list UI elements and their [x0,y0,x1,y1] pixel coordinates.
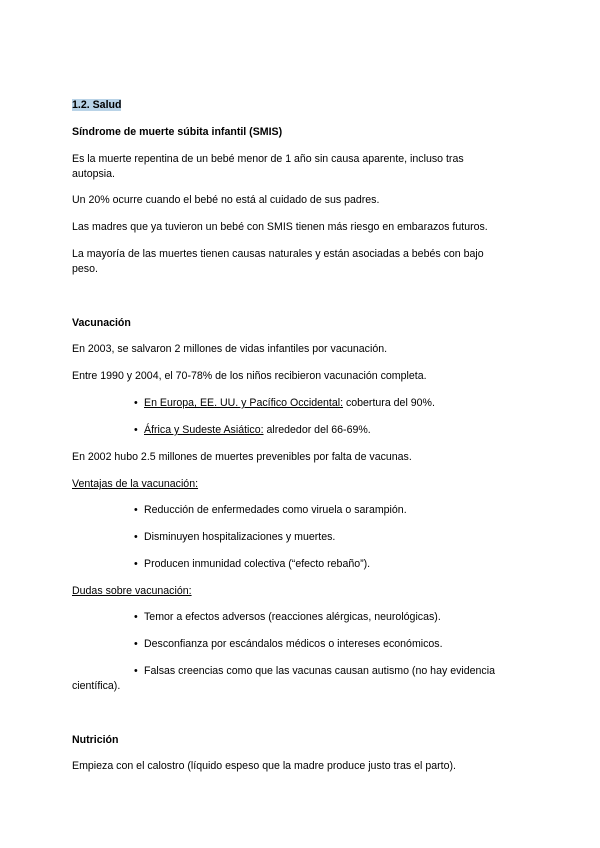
section-title-text: 1.2. Salud [72,99,122,111]
region-value: cobertura del 90%. [343,397,435,409]
bullet-icon: • [134,611,138,623]
smis-paragraph-2: Un 20% ocurre cuando el bebé no está al cuidado de sus padres. [72,194,380,206]
nutricion-paragraph-1: Empieza con el calostro (líquido espeso que la madre produce justo tras el parto). [72,760,456,772]
bullet-icon: • [134,558,138,570]
smis-paragraph-3: Las madres que ya tuvieron un bebé con SMIS tienen más riesgo en embarazos futuros. [72,221,488,233]
section-title [72,98,121,113]
smis-heading: Síndrome de muerte súbita infantil (SMIS) [72,126,283,138]
nutricion-heading: Nutrición [72,734,119,746]
smis-paragraph-4-line-1: La mayoría de las muertes tienen causas naturales y están asociadas a bebés con bajo [72,248,484,260]
region-label: En Europa, EE. UU. y Pacífico Occidental: [144,397,344,409]
duda-text: Falsas creencias como que las vacunas causan autismo (no hay evidencia [144,665,495,677]
smis-paragraph-4-line-2: peso. [72,263,98,275]
bullet-icon: • [134,504,138,516]
vacunacion-paragraph-3: En 2002 hubo 2.5 millones de muertes prevenibles por falta de vacunas. [72,451,412,463]
region-label: África y Sudeste Asiático: [144,424,264,436]
bullet-icon: • [134,424,138,436]
duda-text: Temor a efectos adversos (reacciones alérgicas, neurológicas). [144,611,441,623]
vacunacion-paragraph-2: Entre 1990 y 2004, el 70-78% de los niños recibieron vacunación completa. [72,370,427,382]
ventaja-text: Disminuyen hospitalizaciones y muertes. [144,531,336,543]
bullet-icon: • [134,531,138,543]
ventaja-text: Producen inmunidad colectiva (“efecto rebaño”). [144,558,371,570]
smis-paragraph-1-line-2: autopsia. [72,168,115,180]
dudas-title: Dudas sobre vacunación: [72,585,192,597]
region-text [144,396,435,411]
duda-item-continuation: científica). [72,680,121,692]
vacunacion-heading: Vacunación [72,317,131,329]
ventajas-title: Ventajas de la vacunación: [72,478,199,490]
region-value: alrededor del 66-69%. [263,424,371,436]
duda-text: Desconfianza por escándalos médicos o intereses económicos. [144,638,443,650]
bullet-icon: • [134,397,138,409]
bullet-icon: • [134,665,138,677]
bullet-icon: • [134,638,138,650]
vacunacion-paragraph-1: En 2003, se salvaron 2 millones de vidas infantiles por vacunación. [72,343,388,355]
smis-paragraph-1-line-1: Es la muerte repentina de un bebé menor de 1 año sin causa aparente, incluso tras [72,153,464,165]
ventaja-text: Reducción de enfermedades como viruela o sarampión. [144,504,407,516]
region-text [144,423,371,438]
